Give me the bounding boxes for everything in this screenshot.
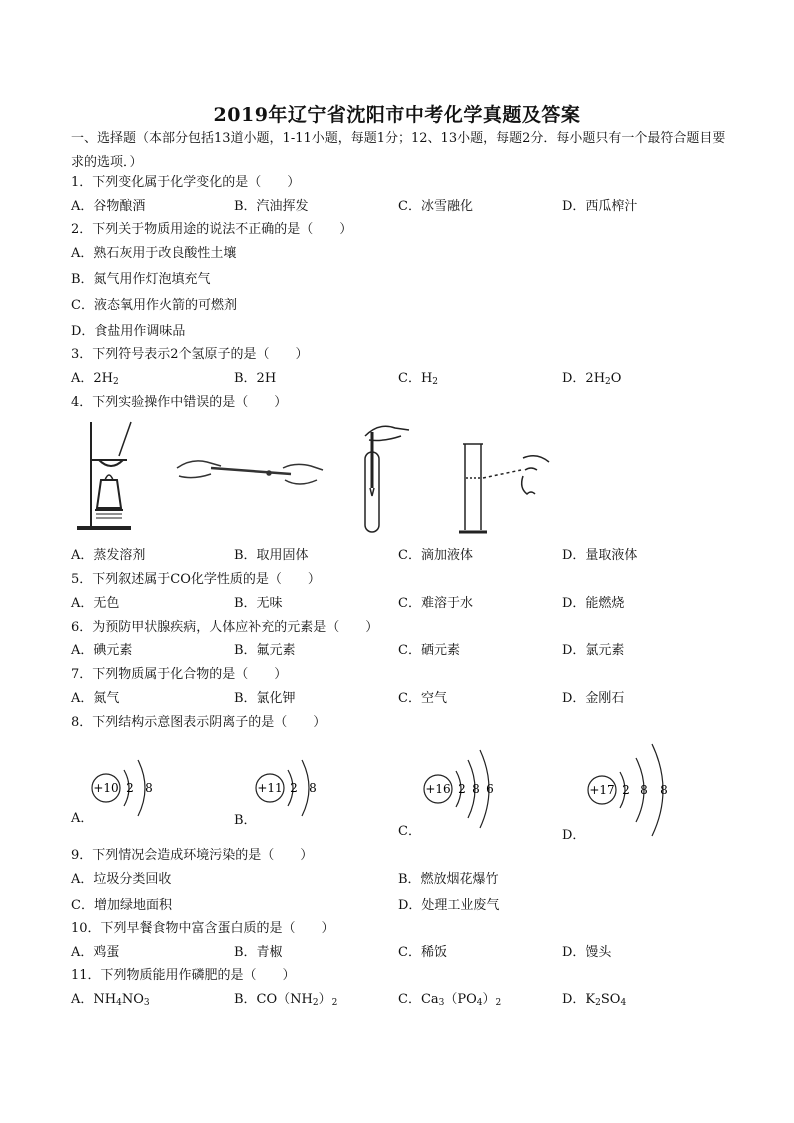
atom-d-nucleus: +17 [589, 783, 615, 797]
q4-option-b: B．取用固体 [234, 548, 309, 563]
q2-option-a: A．熟石灰用于改良酸性土壤 [71, 246, 237, 261]
q8-option-c: C． [398, 824, 421, 839]
q10-option-c: C．稀饭 [398, 945, 447, 960]
q6-option-a: A．碘元素 [71, 643, 133, 658]
q7-option-c: C．空气 [398, 691, 447, 706]
question-11-stem: 11．下列物质能用作磷肥的是（ ） [71, 968, 296, 983]
q10-option-a: A．鸡蛋 [71, 945, 120, 960]
q9-option-c: C．增加绿地面积 [71, 898, 172, 913]
atom-a-shell-2: 8 [145, 781, 153, 795]
question-4-stem: 4．下列实验操作中错误的是（ ） [71, 395, 288, 410]
q1-option-d: D．西瓜榨汁 [562, 199, 638, 214]
q1-option-a: A．谷物酿酒 [71, 199, 146, 214]
atom-d-shell-1: 2 [622, 783, 630, 797]
q3-option-d: D．$2H_2O$ [562, 371, 622, 387]
atom-c-shell-2: 8 [472, 782, 480, 796]
page-title: 2019年辽宁省沈阳市中考化学真题及答案 [213, 104, 581, 126]
atom-c-nucleus: +16 [425, 782, 451, 796]
atom-b-nucleus: +11 [257, 781, 283, 795]
atom-b-shell-2: 8 [309, 781, 317, 795]
q11-option-d: D．$K_2SO_4$ [562, 992, 627, 1008]
q9-option-a: A．垃圾分类回收 [71, 872, 172, 887]
atom-a-nucleus: +10 [93, 781, 119, 795]
q4-option-a: A．蒸发溶剂 [71, 548, 146, 563]
q6-option-d: D．氯元素 [562, 643, 625, 658]
atom-a-shell-1: 2 [126, 781, 134, 795]
section-instructions: 一、选择题（本部分包括13道小题，1-11小题，每题1分；12、13小题，每题2分．每小题只有一个最符合题目要求的选项．） [71, 131, 726, 170]
atom-d-shell-3: 8 [660, 783, 668, 797]
atom-d-shell-2: 8 [640, 783, 648, 797]
question-5-stem: 5．下列叙述属于CO化学性质的是（ ） [71, 572, 321, 587]
q1-option-c: C．冰雪融化 [398, 199, 473, 214]
q6-option-b: B．氟元素 [234, 643, 296, 658]
question-1-stem: 1．下列变化属于化学变化的是（ ） [71, 175, 301, 190]
q5-option-d: D．能燃烧 [562, 596, 625, 611]
question-7-stem: 7．下列物质属于化合物的是（ ） [71, 667, 288, 682]
q5-option-a: A．无色 [71, 596, 120, 611]
q6-option-c: C．硒元素 [398, 643, 460, 658]
atom-diagram-a [86, 752, 176, 832]
atom-c-shell-1: 2 [458, 782, 466, 796]
q5-option-b: B．无味 [234, 596, 283, 611]
q8-option-d: D． [562, 828, 586, 843]
q11-option-a: A．$NH_4NO_3$ [71, 992, 150, 1008]
atom-b-shell-1: 2 [290, 781, 298, 795]
q3-option-b: B．2H [234, 371, 277, 386]
q9-option-d: D．处理工业废气 [398, 898, 500, 913]
q2-option-b: B．氮气用作灯泡填充气 [71, 272, 211, 287]
q5-option-c: C．难溶于水 [398, 596, 473, 611]
q7-option-d: D．金刚石 [562, 691, 625, 706]
atom-diagram-d [582, 740, 692, 844]
q10-option-b: B．青椒 [234, 945, 283, 960]
q4-option-c: C．滴加液体 [398, 548, 473, 563]
q11-option-b: B．$CO(NH_2)_2$ [234, 992, 338, 1008]
atom-diagram-b [250, 752, 340, 832]
q4-option-d: D．量取液体 [562, 548, 638, 563]
q7-option-b: B．氯化钾 [234, 691, 296, 706]
question-8-stem: 8．下列结构示意图表示阴离子的是（ ） [71, 715, 327, 730]
dropper-figure [351, 418, 421, 536]
q2-option-d: D．食盐用作调味品 [71, 324, 186, 339]
question-9-stem: 9．下列情况会造成环境污染的是（ ） [71, 848, 314, 863]
measuring-cylinder-figure [451, 418, 561, 536]
q8-option-a: A． [71, 811, 94, 826]
q7-option-a: A．氮气 [71, 691, 120, 706]
q1-option-b: B．汽油挥发 [234, 199, 309, 214]
question-2-stem: 2．下列关于物质用途的说法不正确的是（ ） [71, 222, 353, 237]
q3-option-c: C．$H_2$ [398, 371, 439, 387]
solid-transfer-figure [171, 418, 331, 536]
q10-option-d: D．馒头 [562, 945, 612, 960]
question-10-stem: 10．下列早餐食物中富含蛋白质的是（ ） [71, 921, 335, 936]
experiment-figures [71, 418, 571, 538]
q9-option-b: B．燃放烟花爆竹 [398, 872, 499, 887]
atom-c-shell-3: 6 [486, 782, 494, 796]
q2-option-c: C．液态氧用作火箭的可燃剂 [71, 298, 237, 313]
q8-option-b: B． [234, 813, 257, 828]
atom-diagram-c [418, 744, 518, 838]
q3-option-a: A．$2H_2$ [71, 371, 119, 387]
evaporation-figure [71, 418, 161, 536]
question-3-stem: 3．下列符号表示2个氢原子的是（ ） [71, 347, 309, 362]
question-6-stem: 6．为预防甲状腺疾病，人体应补充的元素是（ ） [71, 620, 379, 635]
q11-option-c: C．$Ca_3(PO_4)_2$ [398, 992, 502, 1008]
